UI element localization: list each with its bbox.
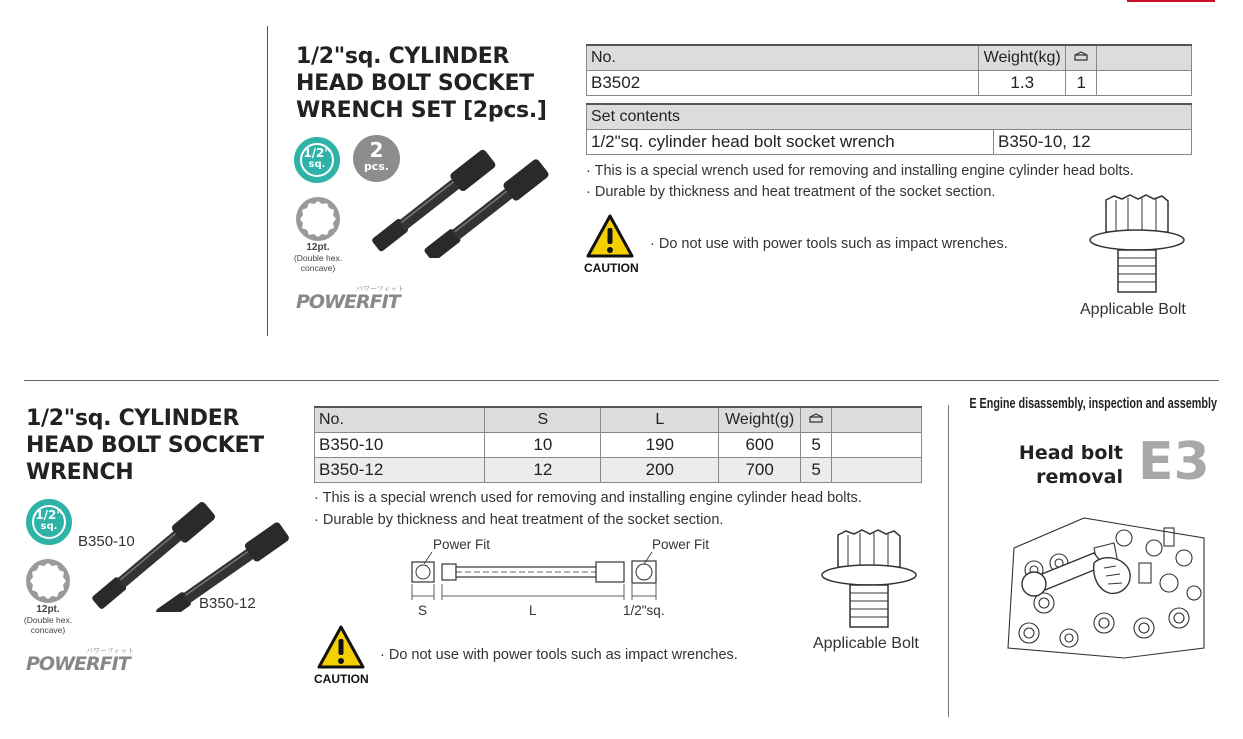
diagram-s-label: S bbox=[418, 603, 428, 618]
table-row: B350-12 12 200 700 5 bbox=[315, 458, 922, 483]
twelve-point-icon bbox=[294, 195, 342, 243]
single-caution-icon bbox=[316, 624, 366, 670]
applicable-bolt-caption: Applicable Bolt bbox=[1080, 301, 1186, 318]
single-applicable-bolt-caption: Applicable Bolt bbox=[813, 635, 919, 652]
set-contents-header: Set contents bbox=[587, 104, 1192, 130]
col-qty-header bbox=[800, 407, 831, 433]
pcs-badge: 2 pcs. bbox=[353, 135, 400, 182]
set-note-2: · Durable by thickness and heat treatment of the socket section. bbox=[586, 184, 996, 200]
col-l-header: L bbox=[601, 407, 719, 433]
sidebar-section-code: E3 bbox=[1138, 432, 1210, 492]
single-note-1: · This is a special wrench used for removing and installing engine cylinder head bolts. bbox=[314, 490, 862, 506]
sidebar-divider-vertical bbox=[948, 405, 949, 717]
set-spec-table bbox=[586, 44, 1192, 96]
set-weight: 1.3 bbox=[979, 71, 1066, 96]
set-note-1: · This is a special wrench used for removing and installing engine cylinder head bolts. bbox=[586, 163, 1134, 179]
diagram-sq-label: 1/2"sq. bbox=[623, 603, 665, 618]
set-title: 1/2"sq. CYLINDER HEAD BOLT SOCKET WRENCH SET [2pcs.] bbox=[296, 44, 547, 123]
table-row: B350-10 10 190 600 5 bbox=[315, 433, 922, 458]
single-caution-note: · Do not use with power tools such as impact wrenches. bbox=[380, 647, 738, 663]
caution-icon bbox=[585, 213, 635, 259]
col-no-header: No. bbox=[315, 407, 485, 433]
single-applicable-bolt-image bbox=[818, 527, 918, 632]
label-b350-10: B350-10 bbox=[78, 533, 135, 550]
set-contents-parts: B350-10, 12 bbox=[994, 130, 1192, 155]
col-s-header: S bbox=[485, 407, 601, 433]
col-weight-header: Weight(g) bbox=[719, 407, 801, 433]
section-divider bbox=[24, 380, 1219, 381]
col-no-header: No. bbox=[587, 45, 979, 71]
engine-illustration bbox=[1004, 508, 1208, 660]
applicable-bolt-image bbox=[1086, 192, 1186, 297]
single-caution-label: CAUTION bbox=[314, 672, 369, 686]
single-twelve-point-icon bbox=[24, 557, 72, 605]
col-weight-header: Weight(kg) bbox=[979, 45, 1066, 71]
page-tab-accent bbox=[1127, 0, 1215, 2]
single-note-2: · Durable by thickness and heat treatment of the socket section. bbox=[314, 512, 724, 528]
single-spec-table bbox=[314, 406, 922, 483]
twelve-point-caption: 12pt. (Double hex. concave) bbox=[293, 242, 343, 273]
top-divider-vertical bbox=[267, 26, 268, 336]
diagram-power-fit-right: Power Fit bbox=[652, 537, 710, 552]
set-qty: 1 bbox=[1066, 71, 1097, 96]
caution-label: CAUTION bbox=[584, 261, 639, 275]
set-caution-note: · Do not use with power tools such as impact wrenches. bbox=[650, 236, 1008, 252]
single-twelve-point-caption: 12pt. (Double hex. concave) bbox=[23, 604, 73, 635]
size-badge: 1/2" sq. bbox=[294, 137, 340, 183]
set-contents-item: 1/2"sq. cylinder head bolt socket wrench bbox=[587, 130, 994, 155]
set-contents-table bbox=[586, 103, 1192, 155]
sidebar-category: E Engine disassembly, inspection and assembly bbox=[969, 395, 1217, 412]
diagram-l-label: L bbox=[529, 603, 537, 618]
set-part-number: B3502 bbox=[587, 71, 979, 96]
single-product-image bbox=[88, 500, 298, 612]
diagram-power-fit-left: Power Fit bbox=[433, 537, 491, 552]
label-b350-12: B350-12 bbox=[199, 595, 256, 612]
set-product-image bbox=[365, 140, 565, 258]
sidebar-section-title: Head bolt removal bbox=[1018, 442, 1123, 488]
single-title: 1/2"sq. CYLINDER HEAD BOLT SOCKET WRENCH bbox=[26, 406, 264, 485]
single-size-badge: 1/2" sq. bbox=[26, 499, 72, 545]
box-icon bbox=[1074, 50, 1088, 62]
col-qty-header bbox=[1066, 45, 1097, 71]
box-icon bbox=[809, 412, 823, 424]
